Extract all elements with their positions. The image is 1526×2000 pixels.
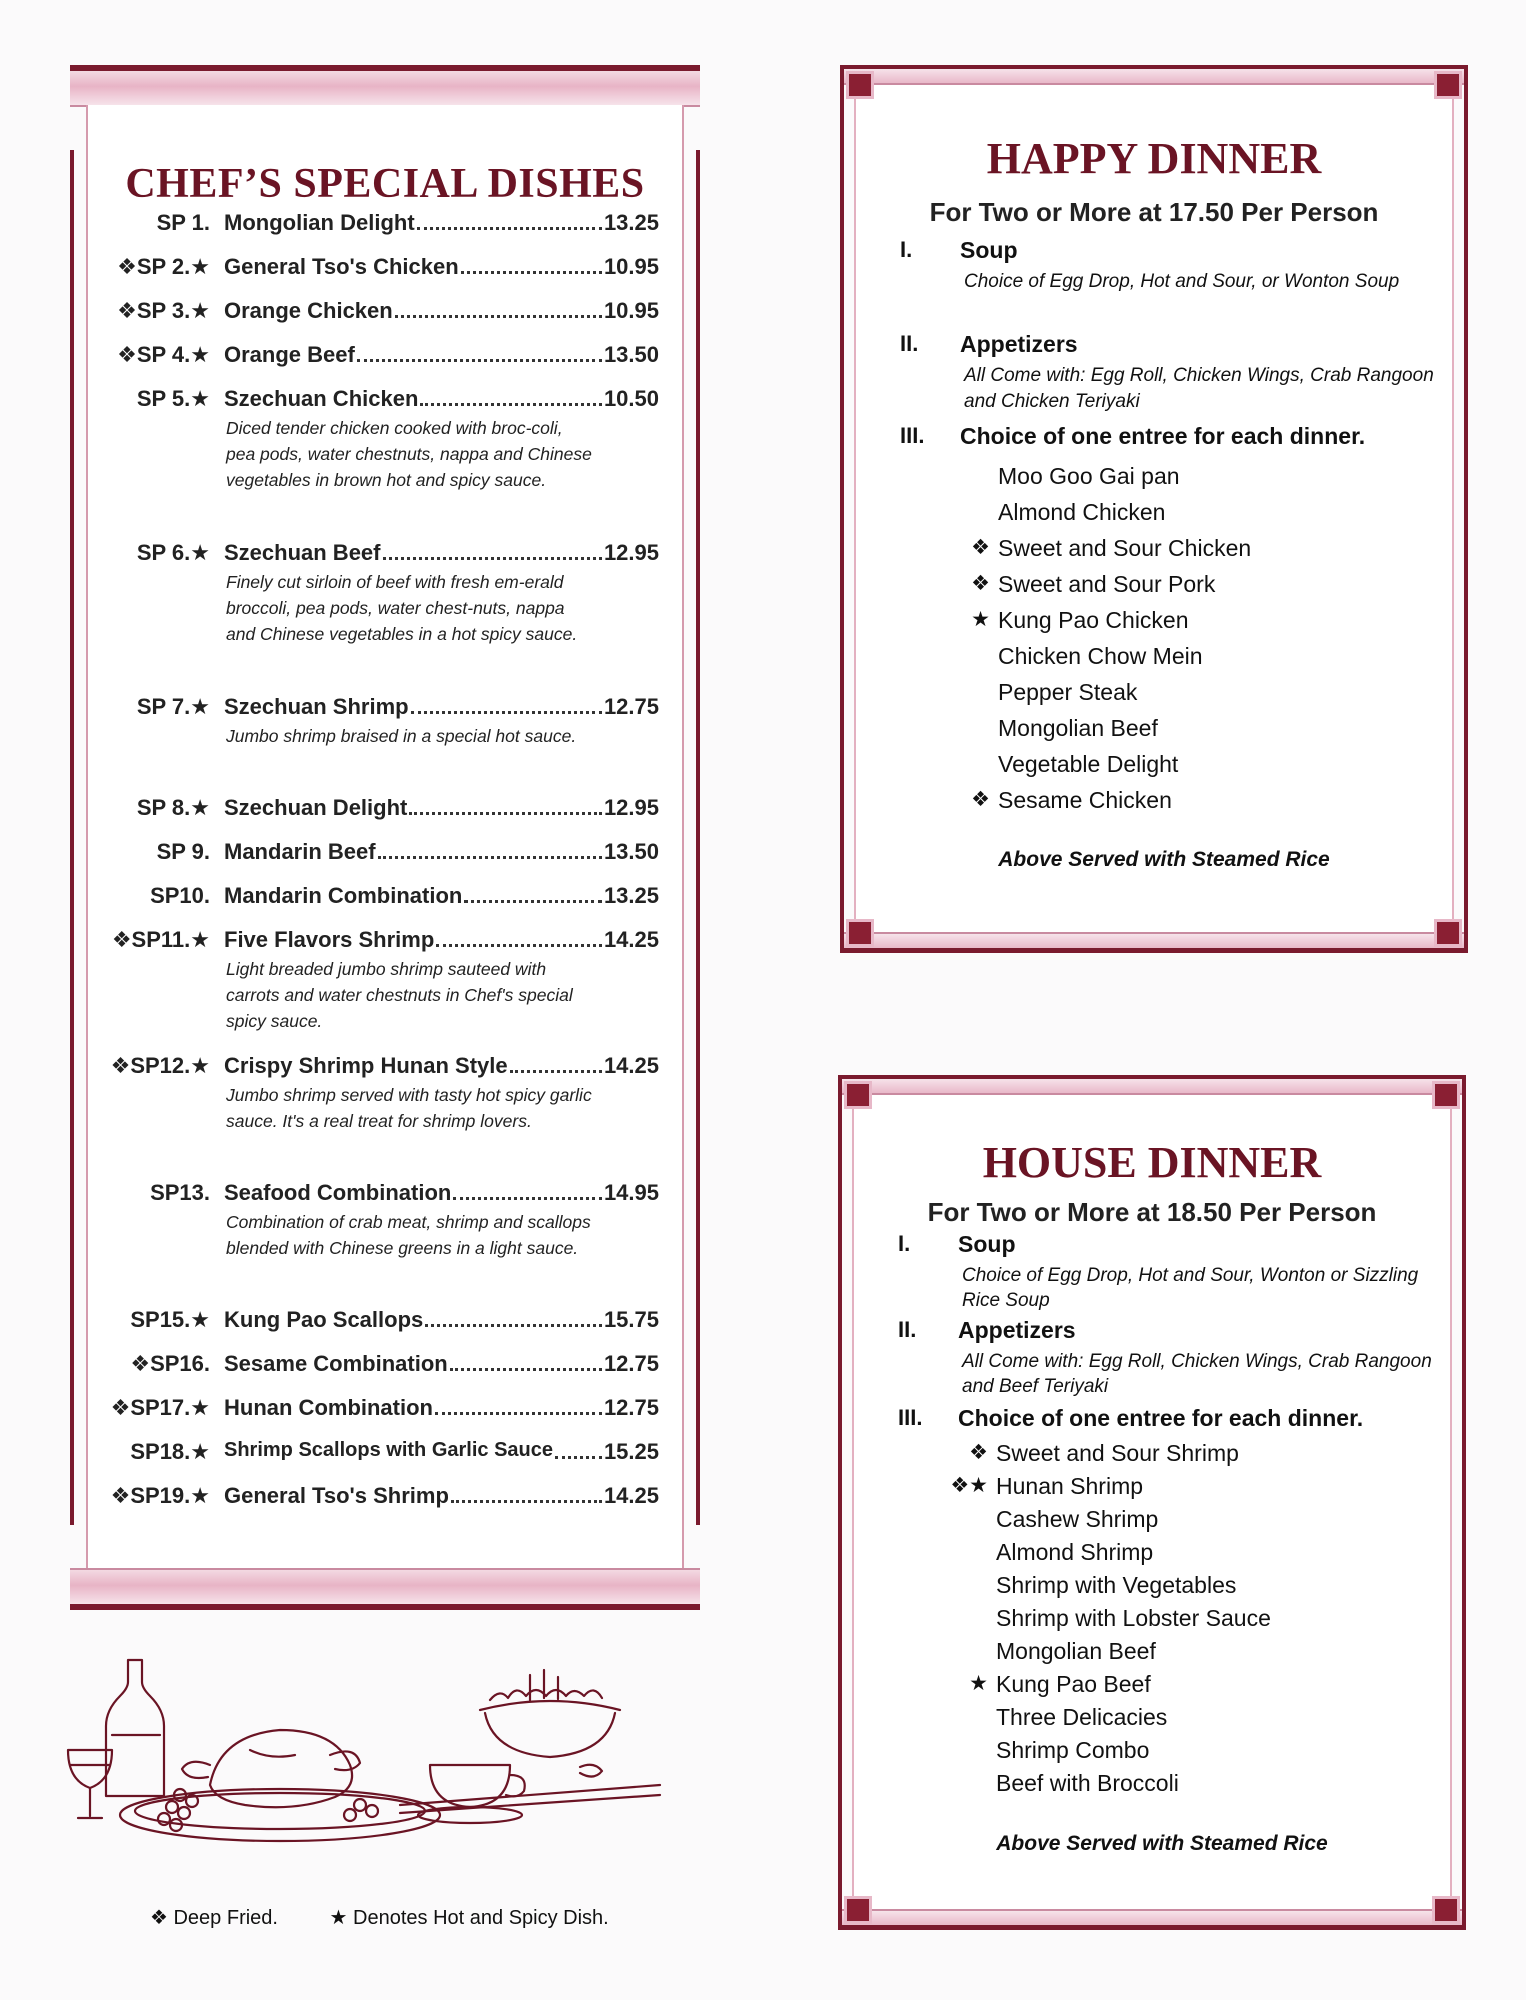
house-dinner-panel: HOUSE DINNER For Two or More at 18.50 Per Person I. Soup Choice of Egg Drop, Hot and Sour, Wonton or Sizzling Rice Soup II. Appetizers All Come with: Egg Roll, Chicken Wings, Crab Rangoon and Beef Teriyaki III. Choice of one entree for each dinner. ❖ Sweet and Sour Shrimp ❖★ Hunan Shrimp Cashew Shrimp Almond Shrimp Shrimp with Vegetables Shrimp with Lobster Sauce Mongolian Beef ★ Kung Pao Beef Three Delicacies Shrimp Combo Beef with Broccoli Above Served with Steamed Rice	[838, 1075, 1466, 1930]
happy-dinner-title: HAPPY DINNER	[986, 134, 1322, 183]
item-name: General Tso's Shrimp	[224, 1483, 449, 1508]
item-price: 12.95	[603, 795, 659, 820]
item-name: Mandarin Beef	[224, 839, 376, 864]
item-price: 10.95	[603, 254, 659, 279]
corner-ornament	[846, 919, 874, 947]
item-description: Jumbo shrimp served with tasty hot spicy garlic sauce. It's a real treat for shrimp lovers.	[226, 1085, 592, 1131]
item-name: Orange Chicken	[224, 298, 393, 323]
list-item: Beef with Broccoli	[996, 1770, 1179, 1796]
list-item: Vegetable Delight	[998, 751, 1179, 777]
item-code: ❖SP 3.★	[117, 298, 210, 323]
chefs-special-title: CHEF’S SPECIAL DISHES	[125, 161, 645, 207]
panel-top-bar	[70, 65, 700, 107]
item-name: Szechuan Beef	[224, 540, 381, 565]
item-price: 12.75	[603, 1351, 659, 1376]
item-name: Mongolian Delight	[224, 210, 415, 235]
item-code: ❖SP11.★	[111, 927, 210, 952]
wine-bottle-icon	[106, 1660, 164, 1796]
item-price: 15.75	[603, 1307, 659, 1332]
list-item: Mongolian Beef	[996, 1638, 1156, 1664]
item-code: SP18.★	[130, 1439, 210, 1464]
happy-dinner-price: For Two or More at 17.50 Per Person	[929, 197, 1379, 227]
list-item: Cashew Shrimp	[996, 1506, 1159, 1532]
item-code: SP13.	[150, 1180, 210, 1205]
item-name: Mandarin Combination	[224, 883, 463, 908]
item-price: 15.25	[603, 1439, 659, 1464]
corner-ornament	[1432, 1081, 1460, 1109]
item-price: 13.25	[603, 210, 659, 235]
section-heading: Soup	[960, 237, 1018, 263]
item-price: 12.95	[603, 540, 659, 565]
list-item: Shrimp Combo	[996, 1737, 1150, 1763]
list-item: Chicken Chow Mein	[998, 643, 1203, 669]
list-item: ★ Kung Pao Chicken	[971, 607, 1189, 633]
item-code: ❖SP16.	[130, 1351, 210, 1376]
item-code: SP10.	[150, 883, 210, 908]
chopsticks-icon	[400, 1765, 660, 1813]
chefs-special-panel	[70, 65, 700, 1610]
item-description: Diced tender chicken cooked with broc-coli, pea pods, water chestnuts, nappa and Chinese vegetables in brown hot and spicy sauce.	[226, 418, 592, 490]
section-heading: Appetizers	[958, 1317, 1076, 1343]
teacup-icon	[418, 1765, 525, 1823]
item-description: Finely cut sirloin of beef with fresh em-erald broccoli, pea pods, water chest-nuts, nappa and Chinese vegetables in a hot spicy sauce.	[226, 572, 578, 644]
list-item: Almond Chicken	[998, 499, 1166, 525]
item-price: 14.25	[603, 1483, 659, 1508]
item-code: ❖SP12.★	[110, 1053, 210, 1078]
item-code: ❖SP 2.★	[117, 254, 210, 279]
item-description: Light breaded jumbo shrimp sauteed with carrots and water chestnuts in Chef's special spicy sauce.	[226, 959, 573, 1031]
corner-ornament	[1434, 919, 1462, 947]
legend-deep-fried: ❖ Deep Fried.	[150, 1907, 278, 1929]
section-heading: Choice of one entree for each dinner.	[960, 423, 1366, 449]
item-code: SP 7.★	[136, 694, 210, 719]
item-price: 12.75	[603, 1395, 659, 1420]
item-price: 13.25	[603, 883, 659, 908]
legend	[150, 1905, 655, 1930]
section-heading: Choice of one entree for each dinner.	[958, 1405, 1364, 1431]
bowl-icon	[480, 1670, 620, 1757]
item-price: 13.50	[603, 342, 659, 367]
corner-ornament	[844, 1081, 872, 1109]
item-code: SP 1.	[156, 210, 210, 235]
item-name: Szechuan Delight	[224, 795, 408, 820]
section-note: All Come with: Egg Roll, Chicken Wings, Crab Rangoon and Chicken Teriyaki	[964, 365, 1434, 412]
item-price: 14.95	[603, 1180, 659, 1205]
list-item: Moo Goo Gai pan	[998, 463, 1180, 489]
served-with-note: Above Served with Steamed Rice	[996, 1832, 1328, 1855]
list-item: ★ Kung Pao Beef	[969, 1671, 1151, 1697]
corner-ornament	[1434, 71, 1462, 99]
legend-hot-spicy: ★ Denotes Hot and Spicy Dish.	[329, 1907, 609, 1929]
item-name: General Tso's Chicken	[224, 254, 459, 279]
item-name: Kung Pao Scallops	[224, 1307, 424, 1332]
item-code: SP 8.★	[136, 795, 210, 820]
item-price: 12.75	[603, 694, 659, 719]
corner-ornament	[846, 71, 874, 99]
food-illustration	[60, 1655, 700, 1855]
item-code: ❖SP 4.★	[117, 342, 210, 367]
section-heading: Soup	[958, 1231, 1016, 1257]
list-item: ❖★ Hunan Shrimp	[950, 1473, 1144, 1499]
item-code: SP 9.	[156, 839, 210, 864]
list-item: Shrimp with Vegetables	[996, 1572, 1237, 1598]
item-name: Shrimp Scallops with Garlic Sauce	[224, 1439, 553, 1461]
item-price: 14.25	[603, 1053, 659, 1078]
corner-ornament	[1432, 1896, 1460, 1924]
panel-bottom-bar	[70, 1568, 700, 1610]
item-price: 10.95	[603, 298, 659, 323]
item-name: Sesame Combination	[224, 1351, 448, 1376]
item-name: Five Flavors Shrimp	[224, 927, 435, 952]
item-code: SP 5.★	[136, 386, 210, 411]
item-price: 13.50	[603, 839, 659, 864]
list-item: Almond Shrimp	[996, 1539, 1154, 1565]
item-description: Jumbo shrimp braised in a special hot sauce.	[226, 726, 577, 746]
section-heading: Appetizers	[960, 331, 1078, 357]
house-dinner-title: HOUSE DINNER	[982, 1138, 1322, 1187]
item-price: 10.50	[603, 386, 659, 411]
list-item: ❖ Sweet and Sour Pork	[971, 571, 1216, 597]
item-name: Szechuan Shrimp	[224, 694, 409, 719]
house-dinner-price: For Two or More at 18.50 Per Person	[927, 1197, 1377, 1227]
list-item: ❖ Sesame Chicken	[971, 787, 1172, 813]
item-name: Crispy Shrimp Hunan Style	[224, 1053, 508, 1078]
list-item: Pepper Steak	[998, 679, 1138, 705]
item-description: Combination of crab meat, shrimp and scallops blended with Chinese greens in a light sauce.	[226, 1212, 591, 1258]
item-code: ❖SP17.★	[110, 1395, 210, 1420]
section-note: Choice of Egg Drop, Hot and Sour, or Wonton Soup	[964, 271, 1400, 292]
item-code: SP15.★	[130, 1307, 210, 1332]
corner-ornament	[844, 1896, 872, 1924]
list-item: ❖ Sweet and Sour Shrimp	[969, 1440, 1239, 1466]
item-name: Szechuan Chicken	[224, 386, 419, 411]
item-name: Orange Beef	[224, 342, 355, 367]
item-code: ❖SP19.★	[110, 1483, 210, 1508]
item-price: 14.25	[603, 927, 659, 952]
list-item: Mongolian Beef	[998, 715, 1158, 741]
section-note: All Come with: Egg Roll, Chicken Wings, Crab Rangoon and Beef Teriyaki	[962, 1351, 1432, 1397]
happy-dinner-panel: HAPPY DINNER For Two or More at 17.50 Per Person I. Soup Choice of Egg Drop, Hot and Sour, or Wonton Soup II. Appetizers All Come with: Egg Roll, Chicken Wings, Crab Rangoon and Chicken Teriyaki III. Choice of one entree for each dinner. Moo Goo Gai pan Almond Chicken ❖ Sweet and Sour Chicken ❖ Sweet and Sour Pork ★ Kung Pao Chicken Chicken Chow Mein Pepper Steak Mongolian Beef Vegetable Delight ❖ Sesame Chicken Above Served with Steamed Rice	[840, 65, 1468, 953]
item-code: SP 6.★	[136, 540, 210, 565]
list-item: Shrimp with Lobster Sauce	[996, 1605, 1271, 1631]
section-note: Choice of Egg Drop, Hot and Sour, Wonton or Sizzling Rice Soup	[962, 1265, 1419, 1311]
list-item: ❖ Sweet and Sour Chicken	[971, 535, 1252, 561]
list-item: Three Delicacies	[996, 1704, 1168, 1730]
item-name: Seafood Combination	[224, 1180, 452, 1205]
item-name: Hunan Combination	[224, 1395, 433, 1420]
served-with-note: Above Served with Steamed Rice	[998, 848, 1330, 871]
